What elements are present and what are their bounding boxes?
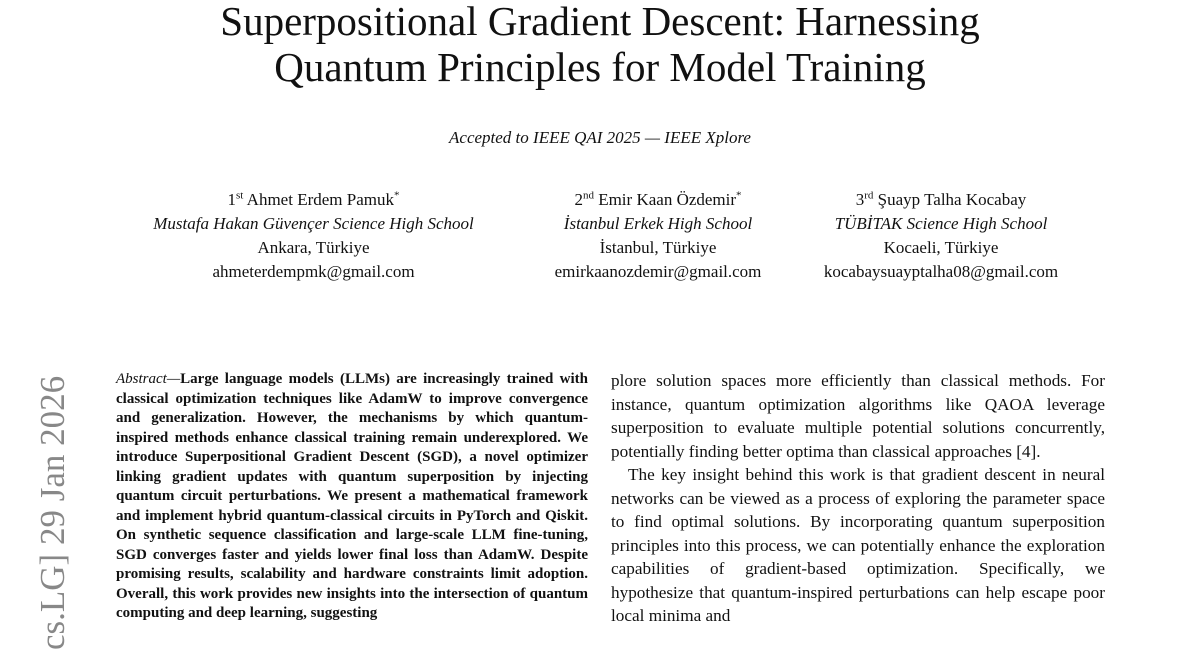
body-paragraph: The key insight behind this work is that gradient descent in neural networks can be viewed as a process of exploring the parameter space to find optimal solutions. By incorporating quantum superposition principles into this process, we can potentially enhance the exploration capabilities of gradient-based optimization. Specifically, we hypothesize that quantum-inspired perturbations can help escape poor local minima and xyxy=(611,465,1105,625)
author-name: Şuayp Talha Kocabay xyxy=(877,190,1027,209)
author-block-3 xyxy=(800,188,1082,284)
author-block-2 xyxy=(536,188,780,284)
author-ordinal: 3 xyxy=(855,190,865,209)
title-line-2: Quantum Principles for Model Training xyxy=(274,44,926,90)
author-affiliation: TÜBİTAK Science High School xyxy=(834,214,1048,233)
author-name: Ahmet Erdem Pamuk xyxy=(246,190,394,209)
author-email: emirkaanozdemir@gmail.com xyxy=(554,262,762,281)
author-block-1 xyxy=(122,188,505,284)
author-ordinal-suffix: nd xyxy=(582,189,594,202)
author-name-line xyxy=(122,188,505,212)
right-column-body xyxy=(611,369,1105,628)
arxiv-identifier-stamp: cs.LG] 29 Jan 2026 xyxy=(33,375,72,650)
author-ordinal-suffix: st xyxy=(236,189,244,202)
author-location: Kocaeli, Türkiye xyxy=(883,238,999,257)
author-ordinal-suffix: rd xyxy=(864,189,874,202)
author-email: kocabaysuayptalha08@gmail.com xyxy=(823,262,1059,281)
author-ordinal: 2 xyxy=(574,190,583,209)
abstract-text: Large language models (LLMs) are increasingly trained with classical optimization techniques like AdamW to improve convergence and generalization. However, the mechanisms by which quantum-inspired methods enhance classical training remain underexplored. We introduce Superpositional Gradient Descent (SGD), a novel optimizer linking gradient updates with quantum superposition by injecting quantum circuit perturbations. We present a mathematical framework and implement hybrid quantum-classical circuits in PyTorch and Qiskit. On synthetic sequence classification and large-scale LLM fine-tuning, SGD converges faster and yields lower final loss than AdamW. Despite promising results, scalability and hardware constraints limit adoption. Overall, this work provides new insights into the intersection of quantum computing and deep learning, suggesting xyxy=(116,371,588,621)
author-name: Emir Kaan Özdemir xyxy=(598,190,737,209)
author-name-line xyxy=(536,188,780,212)
author-affiliation: İstanbul Erkek High School xyxy=(563,214,753,233)
author-email: ahmeterdempmk@gmail.com xyxy=(212,262,415,281)
author-ordinal: 1 xyxy=(227,190,237,209)
paper-title xyxy=(0,0,1200,90)
acceptance-note: Accepted to IEEE QAI 2025 — IEEE Xplore xyxy=(449,128,751,147)
abstract xyxy=(116,370,588,624)
equal-contribution-mark: * xyxy=(393,189,400,202)
author-location: Ankara, Türkiye xyxy=(257,238,370,257)
equal-contribution-mark: * xyxy=(736,189,742,202)
author-affiliation: Mustafa Hakan Güvençer Science High School xyxy=(153,214,474,233)
author-name-line xyxy=(800,188,1082,212)
abstract-heading: Abstract— xyxy=(116,371,181,387)
body-paragraph: plore solution spaces more efficiently than classical methods. For instance, quantum optimization algorithms like QAOA leverage superposition to evaluate multiple potential solutions concurrently, potentially finding better optima than classical approaches [4]. xyxy=(611,371,1105,461)
title-line-1: Superpositional Gradient Descent: Harnessing xyxy=(220,0,980,44)
author-location: İstanbul, Türkiye xyxy=(599,238,717,257)
